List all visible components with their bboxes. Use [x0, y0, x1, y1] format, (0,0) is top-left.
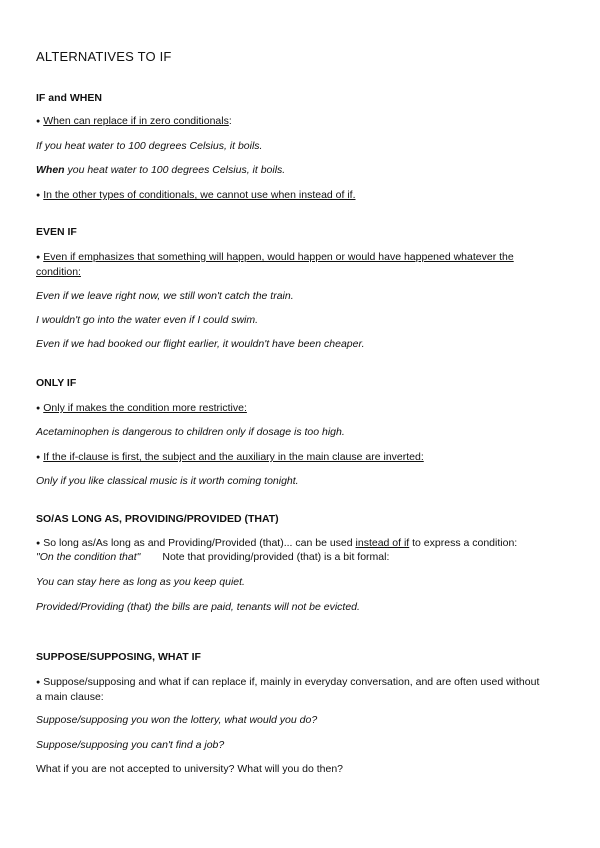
- example-keyword: When: [36, 164, 65, 176]
- page-title: ALTERNATIVES TO IF: [36, 49, 172, 64]
- rule-quote: "On the condition that": [36, 551, 141, 563]
- heading-suppose-what-if: SUPPOSE/SUPPOSING, WHAT IF: [36, 651, 201, 663]
- rule-text: If the if-clause is first, the subject and the auxiliary in the main clause are inverted:: [43, 451, 424, 463]
- rule-suppose: [36, 675, 546, 704]
- rule-inversion: [36, 450, 424, 465]
- rule-text: Even if emphasizes that something will happen, would happen or would have happened whatever the condition:: [36, 251, 514, 278]
- example-even-if-flight: Even if we had booked our flight earlier, it wouldn't have been cheaper.: [36, 338, 365, 350]
- rule-text-underlined: instead of if: [355, 537, 410, 549]
- rule-colon: :: [228, 115, 232, 127]
- example-when-heat-water: [36, 163, 285, 177]
- rule-so-long-as: [36, 536, 517, 551]
- example-stay-here: You can stay here as long as you keep quiet.: [36, 576, 245, 588]
- rule-when-zero-conditionals: [36, 114, 232, 129]
- bullet-icon: ●: [36, 254, 41, 261]
- bullet-icon: ●: [36, 454, 41, 461]
- heading-even-if: EVEN IF: [36, 226, 77, 238]
- rule-note: Note that providing/provided (that) is a bit formal:: [162, 551, 390, 563]
- rule-text: Only if makes the condition more restrictive:: [43, 402, 247, 414]
- rule-text-end: to express a condition:: [409, 537, 518, 549]
- bullet-icon: ●: [36, 192, 41, 199]
- heading-so-as-long-as: SO/AS LONG AS, PROVIDING/PROVIDED (THAT): [36, 513, 279, 525]
- bullet-icon: ●: [36, 405, 41, 412]
- bullet-icon: ●: [36, 540, 41, 547]
- example-even-if-swim: I wouldn't go into the water even if I could swim.: [36, 314, 259, 326]
- example-bills-paid: Provided/Providing (that) the bills are paid, tenants will not be evicted.: [36, 601, 360, 613]
- example-lottery: Suppose/supposing you won the lottery, what would you do?: [36, 714, 318, 726]
- example-even-if-train: Even if we leave right now, we still won't catch the train.: [36, 290, 294, 302]
- rule-only-if-restrictive: [36, 401, 247, 416]
- example-classical-music: Only if you like classical music is it worth coming tonight.: [36, 475, 299, 487]
- rule-text: Suppose/supposing and what if can replace if, mainly in everyday conversation, and are often used without a main clause:: [36, 676, 540, 703]
- example-acetaminophen: Acetaminophen is dangerous to children only if dosage is too high.: [36, 426, 345, 438]
- example-if-heat-water: If you heat water to 100 degrees Celsius, it boils.: [36, 140, 263, 152]
- example-rest: you heat water to 100 degrees Celsius, it boils.: [64, 164, 286, 176]
- rule-text: In the other types of conditionals, we cannot use when instead of if.: [43, 189, 356, 201]
- rule-cannot-use-when: [36, 188, 356, 203]
- heading-if-and-when: IF and WHEN: [36, 92, 102, 104]
- rule-so-long-as-note: [36, 550, 389, 564]
- example-university: What if you are not accepted to university? What will you do then?: [36, 763, 343, 775]
- example-find-job: Suppose/supposing you can't find a job?: [36, 739, 225, 751]
- bullet-icon: ●: [36, 679, 41, 686]
- heading-only-if: ONLY IF: [36, 377, 77, 389]
- rule-even-if-emphasizes: [36, 250, 546, 279]
- bullet-icon: ●: [36, 118, 41, 125]
- rule-text: When can replace if in zero conditionals: [43, 115, 229, 127]
- rule-text-start: So long as/As long as and Providing/Provided (that)... can be used: [43, 537, 356, 549]
